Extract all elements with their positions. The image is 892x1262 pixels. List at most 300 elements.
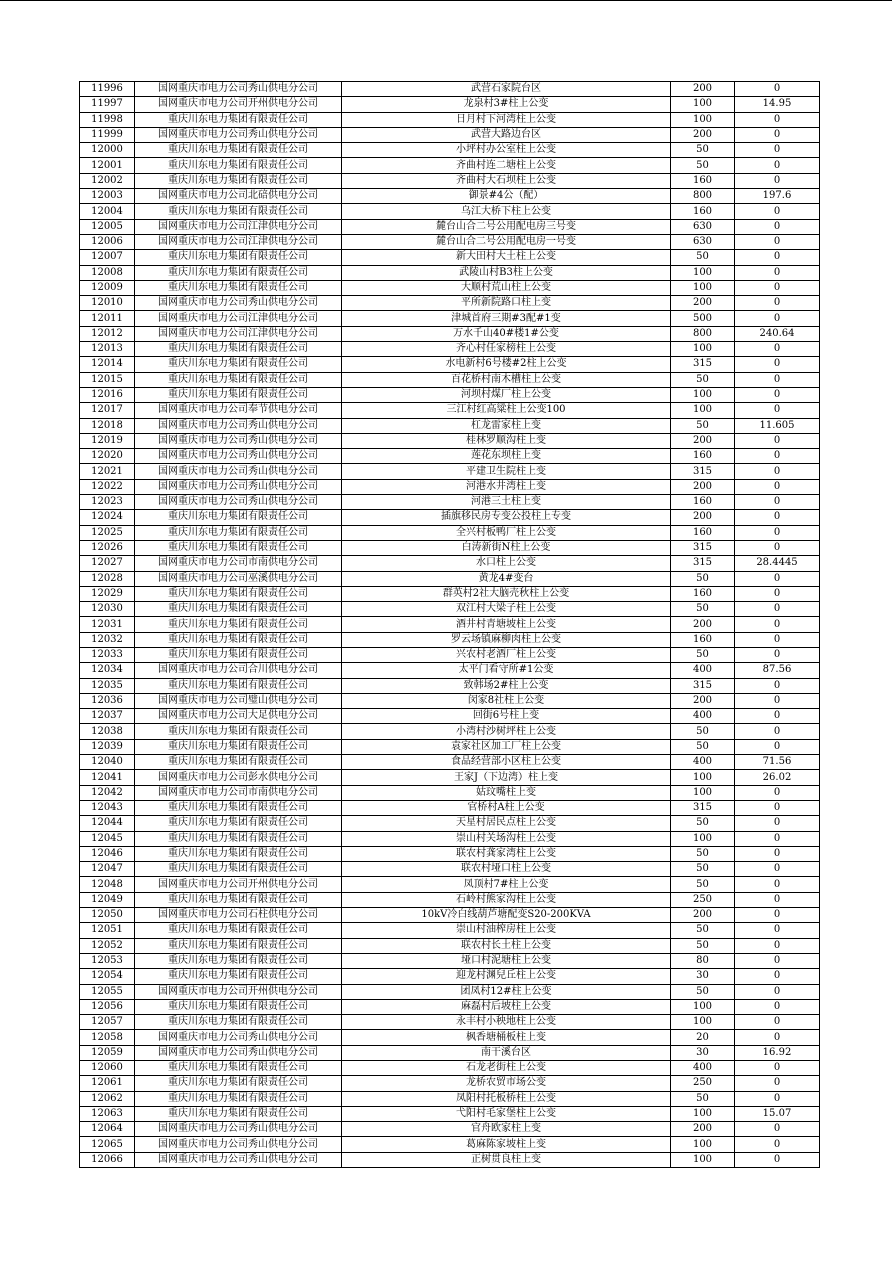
row-id-cell: 12042 [80, 785, 135, 800]
row-id-cell: 12017 [80, 403, 135, 418]
row-id-cell: 12040 [80, 755, 135, 770]
capacity-cell: 50 [671, 923, 735, 938]
value-cell: 0 [735, 724, 820, 739]
table-row [80, 449, 820, 464]
company-cell: 国网重庆市电力公司江津供电分公司 [135, 219, 342, 234]
company-cell: 国网重庆市电力公司江津供电分公司 [135, 234, 342, 249]
capacity-cell: 200 [671, 1122, 735, 1137]
row-id-cell: 12051 [80, 923, 135, 938]
table-row [80, 234, 820, 249]
capacity-cell: 100 [671, 1015, 735, 1030]
table-row [80, 387, 820, 402]
table-row [80, 1106, 820, 1121]
value-cell: 71.56 [735, 755, 820, 770]
company-cell: 重庆川东电力集团有限责任公司 [135, 540, 342, 555]
table-row [80, 739, 820, 754]
transformer-name-cell: 小湾村沙树坪柱上公变 [342, 724, 671, 739]
capacity-cell: 315 [671, 556, 735, 571]
company-cell: 重庆川东电力集团有限责任公司 [135, 173, 342, 188]
table-row [80, 617, 820, 632]
table-row [80, 969, 820, 984]
transformer-name-cell: 津城首府三期#3配#1变 [342, 311, 671, 326]
table-row [80, 342, 820, 357]
value-cell: 0 [735, 464, 820, 479]
capacity-cell: 500 [671, 311, 735, 326]
transformer-name-cell: 武陵山村B3柱上公变 [342, 265, 671, 280]
capacity-cell: 630 [671, 219, 735, 234]
transformer-name-cell: 迎龙村渊兒丘柱上公变 [342, 969, 671, 984]
company-cell: 重庆川东电力集团有限责任公司 [135, 647, 342, 662]
row-id-cell: 12038 [80, 724, 135, 739]
capacity-cell: 160 [671, 449, 735, 464]
transformer-name-cell: 天星村居民点柱上公变 [342, 816, 671, 831]
value-cell: 0 [735, 586, 820, 601]
value-cell: 0 [735, 265, 820, 280]
table-row [80, 173, 820, 188]
row-id-cell: 12032 [80, 632, 135, 647]
transformer-name-cell: 杠龙雷家柱上变 [342, 418, 671, 433]
value-cell: 0 [735, 1076, 820, 1091]
value-cell: 0 [735, 816, 820, 831]
row-id-cell: 12015 [80, 372, 135, 387]
value-cell: 0 [735, 510, 820, 525]
capacity-cell: 50 [671, 571, 735, 586]
value-cell: 0 [735, 739, 820, 754]
company-cell: 国网重庆市电力公司秀山供电分公司 [135, 296, 342, 311]
transformer-name-cell: 崇山村关场沟柱上公变 [342, 831, 671, 846]
company-cell: 重庆川东电力集团有限责任公司 [135, 999, 342, 1014]
row-id-cell: 12007 [80, 250, 135, 265]
company-cell: 国网重庆市电力公司秀山供电分公司 [135, 1122, 342, 1137]
row-id-cell: 12002 [80, 173, 135, 188]
table-row [80, 724, 820, 739]
row-id-cell: 12050 [80, 908, 135, 923]
row-id-cell: 12014 [80, 357, 135, 372]
row-id-cell: 12049 [80, 892, 135, 907]
value-cell: 11.605 [735, 418, 820, 433]
company-cell: 重庆川东电力集团有限责任公司 [135, 739, 342, 754]
company-cell: 重庆川东电力集团有限责任公司 [135, 1091, 342, 1106]
transformer-name-cell: 万水千山40#楼1#公变 [342, 326, 671, 341]
transformer-name-cell: 闵家8社柱上公变 [342, 693, 671, 708]
table-row [80, 112, 820, 127]
company-cell: 国网重庆市电力公司秀山供电分公司 [135, 479, 342, 494]
company-cell: 重庆川东电力集团有限责任公司 [135, 862, 342, 877]
table-row [80, 602, 820, 617]
table-row [80, 816, 820, 831]
company-cell: 国网重庆市电力公司石柱供电分公司 [135, 908, 342, 923]
capacity-cell: 315 [671, 800, 735, 815]
transformer-name-cell: 河坝村煤厂柱上公变 [342, 387, 671, 402]
capacity-cell: 100 [671, 831, 735, 846]
row-id-cell: 12025 [80, 525, 135, 540]
value-cell: 0 [735, 357, 820, 372]
row-id-cell: 12012 [80, 326, 135, 341]
row-id-cell: 12058 [80, 1030, 135, 1045]
value-cell: 26.02 [735, 770, 820, 785]
capacity-cell: 100 [671, 342, 735, 357]
transformer-name-cell: 凤顶村7#柱上公变 [342, 877, 671, 892]
row-id-cell: 12001 [80, 158, 135, 173]
row-id-cell: 12054 [80, 969, 135, 984]
value-cell: 0 [735, 433, 820, 448]
transformer-name-cell: 弋阳村毛家堡柱上公变 [342, 1106, 671, 1121]
capacity-cell: 315 [671, 464, 735, 479]
capacity-cell: 200 [671, 479, 735, 494]
transformer-name-cell: 日月村下河湾柱上公变 [342, 112, 671, 127]
value-cell: 0 [735, 1091, 820, 1106]
capacity-cell: 20 [671, 1030, 735, 1045]
company-cell: 国网重庆市电力公司秀山供电分公司 [135, 433, 342, 448]
company-cell: 重庆川东电力集团有限责任公司 [135, 586, 342, 601]
company-cell: 国网重庆市电力公司秀山供电分公司 [135, 1045, 342, 1060]
transformer-name-cell: 枫香塘桶板柱上变 [342, 1030, 671, 1045]
company-cell: 国网重庆市电力公司开州供电分公司 [135, 97, 342, 112]
value-cell: 0 [735, 479, 820, 494]
value-cell: 0 [735, 678, 820, 693]
table-row [80, 510, 820, 525]
company-cell: 重庆川东电力集团有限责任公司 [135, 938, 342, 953]
transformer-name-cell: 麻磊村后坡柱上公变 [342, 999, 671, 1014]
transformer-name-cell: 葛麻陈家坡柱上变 [342, 1137, 671, 1152]
row-id-cell: 12000 [80, 143, 135, 158]
transformer-name-cell: 群英村2社大脑壳秋柱上公变 [342, 586, 671, 601]
capacity-cell: 200 [671, 693, 735, 708]
transformer-name-cell: 正树贯良柱上变 [342, 1152, 671, 1167]
table-row [80, 923, 820, 938]
transformer-name-cell: 10kV冷白线葫芦塘配变S20-200KVA [342, 908, 671, 923]
row-id-cell: 12013 [80, 342, 135, 357]
table-row [80, 647, 820, 662]
company-cell: 重庆川东电力集团有限责任公司 [135, 1015, 342, 1030]
value-cell: 0 [735, 219, 820, 234]
value-cell: 0 [735, 1152, 820, 1167]
capacity-cell: 315 [671, 540, 735, 555]
table-row [80, 1015, 820, 1030]
table-row [80, 846, 820, 861]
transformer-name-cell: 联农村垭口柱上公变 [342, 862, 671, 877]
capacity-cell: 315 [671, 357, 735, 372]
transformer-name-cell: 御景#4公（配） [342, 189, 671, 204]
row-id-cell: 12043 [80, 800, 135, 815]
capacity-cell: 100 [671, 112, 735, 127]
table-row [80, 418, 820, 433]
company-cell: 国网重庆市电力公司大足供电分公司 [135, 709, 342, 724]
capacity-cell: 160 [671, 173, 735, 188]
transformer-name-cell: 河港三土柱上变 [342, 495, 671, 510]
row-id-cell: 11996 [80, 82, 135, 97]
company-cell: 国网重庆市电力公司秀山供电分公司 [135, 418, 342, 433]
company-cell: 重庆川东电力集团有限责任公司 [135, 280, 342, 295]
company-cell: 国网重庆市电力公司秀山供电分公司 [135, 1030, 342, 1045]
capacity-cell: 200 [671, 908, 735, 923]
row-id-cell: 12009 [80, 280, 135, 295]
value-cell: 0 [735, 999, 820, 1014]
company-cell: 重庆川东电力集团有限责任公司 [135, 1061, 342, 1076]
capacity-cell: 160 [671, 204, 735, 219]
capacity-cell: 800 [671, 326, 735, 341]
row-id-cell: 12021 [80, 464, 135, 479]
transformer-name-cell: 回街6号柱上变 [342, 709, 671, 724]
row-id-cell: 12003 [80, 189, 135, 204]
transformer-name-cell: 崇山村油榨房柱上公变 [342, 923, 671, 938]
transformer-name-cell: 石龙老街柱上公变 [342, 1061, 671, 1076]
table-body [80, 82, 820, 1168]
capacity-cell: 315 [671, 678, 735, 693]
value-cell: 16.92 [735, 1045, 820, 1060]
value-cell: 0 [735, 495, 820, 510]
company-cell: 重庆川东电力集团有限责任公司 [135, 892, 342, 907]
value-cell: 0 [735, 234, 820, 249]
table-row [80, 785, 820, 800]
row-id-cell: 12041 [80, 770, 135, 785]
capacity-cell: 800 [671, 189, 735, 204]
company-cell: 重庆川东电力集团有限责任公司 [135, 112, 342, 127]
company-cell: 重庆川东电力集团有限责任公司 [135, 342, 342, 357]
table-row [80, 1061, 820, 1076]
value-cell: 0 [735, 127, 820, 142]
company-cell: 重庆川东电力集团有限责任公司 [135, 969, 342, 984]
row-id-cell: 11997 [80, 97, 135, 112]
value-cell: 28.4445 [735, 556, 820, 571]
capacity-cell: 400 [671, 709, 735, 724]
table-row [80, 464, 820, 479]
company-cell: 重庆川东电力集团有限责任公司 [135, 372, 342, 387]
capacity-cell: 100 [671, 785, 735, 800]
capacity-cell: 200 [671, 127, 735, 142]
table-row [80, 1076, 820, 1091]
company-cell: 重庆川东电力集团有限责任公司 [135, 831, 342, 846]
capacity-cell: 100 [671, 403, 735, 418]
row-id-cell: 12063 [80, 1106, 135, 1121]
page-top-rule [0, 0, 892, 1]
company-cell: 重庆川东电力集团有限责任公司 [135, 143, 342, 158]
capacity-cell: 200 [671, 82, 735, 97]
table-row [80, 97, 820, 112]
value-cell: 197.6 [735, 189, 820, 204]
row-id-cell: 12033 [80, 647, 135, 662]
row-id-cell: 12020 [80, 449, 135, 464]
company-cell: 重庆川东电力集团有限责任公司 [135, 816, 342, 831]
transformer-name-cell: 全兴村板鸭厂柱上公变 [342, 525, 671, 540]
company-cell: 重庆川东电力集团有限责任公司 [135, 678, 342, 693]
transformer-name-cell: 龙桥农贸市场公变 [342, 1076, 671, 1091]
company-cell: 国网重庆市电力公司璧山供电分公司 [135, 693, 342, 708]
transformer-name-cell: 姑玟嘴柱上变 [342, 785, 671, 800]
value-cell: 0 [735, 693, 820, 708]
transformer-name-cell: 桂林罗顺沟柱上变 [342, 433, 671, 448]
capacity-cell: 400 [671, 663, 735, 678]
value-cell: 0 [735, 250, 820, 265]
transformer-name-cell: 石岭村熊家沟柱上公变 [342, 892, 671, 907]
company-cell: 重庆川东电力集团有限责任公司 [135, 846, 342, 861]
value-cell: 0 [735, 877, 820, 892]
transformer-name-cell: 双江村大梁子柱上公变 [342, 602, 671, 617]
table-row [80, 265, 820, 280]
table-row [80, 143, 820, 158]
value-cell: 0 [735, 969, 820, 984]
transformer-name-cell: 麓台山合二号公用配电房一号变 [342, 234, 671, 249]
table-row [80, 678, 820, 693]
value-cell: 14.95 [735, 97, 820, 112]
transformer-name-cell: 齐心村任家榜柱上公变 [342, 342, 671, 357]
value-cell: 0 [735, 173, 820, 188]
transformer-name-cell: 罗云场镇麻柳肉柱上公变 [342, 632, 671, 647]
capacity-cell: 50 [671, 602, 735, 617]
row-id-cell: 12036 [80, 693, 135, 708]
company-cell: 国网重庆市电力公司江津供电分公司 [135, 311, 342, 326]
company-cell: 国网重庆市电力公司北碚供电分公司 [135, 189, 342, 204]
table-row [80, 908, 820, 923]
capacity-cell: 100 [671, 770, 735, 785]
value-cell: 0 [735, 342, 820, 357]
transformer-name-cell: 食品经营部小区柱上公变 [342, 755, 671, 770]
company-cell: 国网重庆市电力公司秀山供电分公司 [135, 1137, 342, 1152]
transformer-name-cell: 乌江大桥下柱上公变 [342, 204, 671, 219]
company-cell: 国网重庆市电力公司巫溪供电分公司 [135, 571, 342, 586]
value-cell: 0 [735, 112, 820, 127]
row-id-cell: 12008 [80, 265, 135, 280]
company-cell: 重庆川东电力集团有限责任公司 [135, 632, 342, 647]
company-cell: 国网重庆市电力公司合川供电分公司 [135, 663, 342, 678]
row-id-cell: 12056 [80, 999, 135, 1014]
value-cell: 0 [735, 449, 820, 464]
company-cell: 国网重庆市电力公司开州供电分公司 [135, 877, 342, 892]
value-cell: 0 [735, 1061, 820, 1076]
company-cell: 国网重庆市电力公司秀山供电分公司 [135, 127, 342, 142]
row-id-cell: 12065 [80, 1137, 135, 1152]
row-id-cell: 12024 [80, 510, 135, 525]
transformer-name-cell: 垭口村泥塘柱上公变 [342, 953, 671, 968]
row-id-cell: 12055 [80, 984, 135, 999]
capacity-cell: 200 [671, 617, 735, 632]
row-id-cell: 12031 [80, 617, 135, 632]
value-cell: 0 [735, 82, 820, 97]
table-row [80, 984, 820, 999]
capacity-cell: 50 [671, 1091, 735, 1106]
table-row [80, 709, 820, 724]
table-row [80, 1122, 820, 1137]
table-row [80, 800, 820, 815]
company-cell: 重庆川东电力集团有限责任公司 [135, 387, 342, 402]
capacity-cell: 160 [671, 632, 735, 647]
capacity-cell: 50 [671, 938, 735, 953]
transformer-name-cell: 齐曲村连二塘柱上公变 [342, 158, 671, 173]
table-row [80, 1091, 820, 1106]
table-row [80, 127, 820, 142]
company-cell: 国网重庆市电力公司市南供电分公司 [135, 556, 342, 571]
transformer-table [79, 81, 820, 1168]
row-id-cell: 12022 [80, 479, 135, 494]
value-cell: 0 [735, 1015, 820, 1030]
capacity-cell: 200 [671, 433, 735, 448]
row-id-cell: 12048 [80, 877, 135, 892]
transformer-name-cell: 齐曲村大石坝柱上公变 [342, 173, 671, 188]
row-id-cell: 12062 [80, 1091, 135, 1106]
row-id-cell: 12053 [80, 953, 135, 968]
table-row [80, 326, 820, 341]
company-cell: 重庆川东电力集团有限责任公司 [135, 510, 342, 525]
value-cell: 0 [735, 372, 820, 387]
table-row [80, 770, 820, 785]
table-row [80, 571, 820, 586]
company-cell: 重庆川东电力集团有限责任公司 [135, 755, 342, 770]
transformer-name-cell: 武营大路边台区 [342, 127, 671, 142]
transformer-name-cell: 新大田村大土柱上公变 [342, 250, 671, 265]
capacity-cell: 630 [671, 234, 735, 249]
value-cell: 0 [735, 709, 820, 724]
company-cell: 重庆川东电力集团有限责任公司 [135, 357, 342, 372]
capacity-cell: 160 [671, 586, 735, 601]
transformer-name-cell: 兴农村老酒厂柱上公变 [342, 647, 671, 662]
company-cell: 国网重庆市电力公司市南供电分公司 [135, 785, 342, 800]
table-row [80, 892, 820, 907]
company-cell: 国网重庆市电力公司秀山供电分公司 [135, 495, 342, 510]
company-cell: 重庆川东电力集团有限责任公司 [135, 800, 342, 815]
row-id-cell: 11998 [80, 112, 135, 127]
company-cell: 国网重庆市电力公司秀山供电分公司 [135, 464, 342, 479]
value-cell: 0 [735, 571, 820, 586]
capacity-cell: 50 [671, 739, 735, 754]
table-row [80, 525, 820, 540]
value-cell: 0 [735, 158, 820, 173]
table-row [80, 540, 820, 555]
table-row [80, 862, 820, 877]
value-cell: 0 [735, 387, 820, 402]
value-cell: 0 [735, 800, 820, 815]
transformer-name-cell: 酒井村青塘坡柱上公变 [342, 617, 671, 632]
table-row [80, 82, 820, 97]
company-cell: 重庆川东电力集团有限责任公司 [135, 1106, 342, 1121]
capacity-cell: 50 [671, 250, 735, 265]
transformer-name-cell: 团凤村12#柱上公变 [342, 984, 671, 999]
transformer-name-cell: 小坪村办公室柱上公变 [342, 143, 671, 158]
value-cell: 0 [735, 892, 820, 907]
capacity-cell: 50 [671, 816, 735, 831]
capacity-cell: 50 [671, 877, 735, 892]
table-row [80, 938, 820, 953]
company-cell: 国网重庆市电力公司秀山供电分公司 [135, 1152, 342, 1167]
row-id-cell: 12029 [80, 586, 135, 601]
table-row [80, 831, 820, 846]
row-id-cell: 12006 [80, 234, 135, 249]
capacity-cell: 100 [671, 387, 735, 402]
capacity-cell: 50 [671, 158, 735, 173]
capacity-cell: 100 [671, 999, 735, 1014]
row-id-cell: 12030 [80, 602, 135, 617]
capacity-cell: 50 [671, 647, 735, 662]
capacity-cell: 100 [671, 97, 735, 112]
table-row [80, 495, 820, 510]
table-row [80, 999, 820, 1014]
capacity-cell: 250 [671, 892, 735, 907]
table-row [80, 189, 820, 204]
company-cell: 重庆川东电力集团有限责任公司 [135, 953, 342, 968]
transformer-name-cell: 平所新院路口柱上变 [342, 296, 671, 311]
table-row [80, 632, 820, 647]
row-id-cell: 12039 [80, 739, 135, 754]
table-row [80, 953, 820, 968]
value-cell: 0 [735, 540, 820, 555]
value-cell: 0 [735, 204, 820, 219]
value-cell: 0 [735, 908, 820, 923]
company-cell: 重庆川东电力集团有限责任公司 [135, 1076, 342, 1091]
table-row [80, 158, 820, 173]
table-row [80, 556, 820, 571]
table-row [80, 204, 820, 219]
row-id-cell: 12010 [80, 296, 135, 311]
value-cell: 0 [735, 1122, 820, 1137]
